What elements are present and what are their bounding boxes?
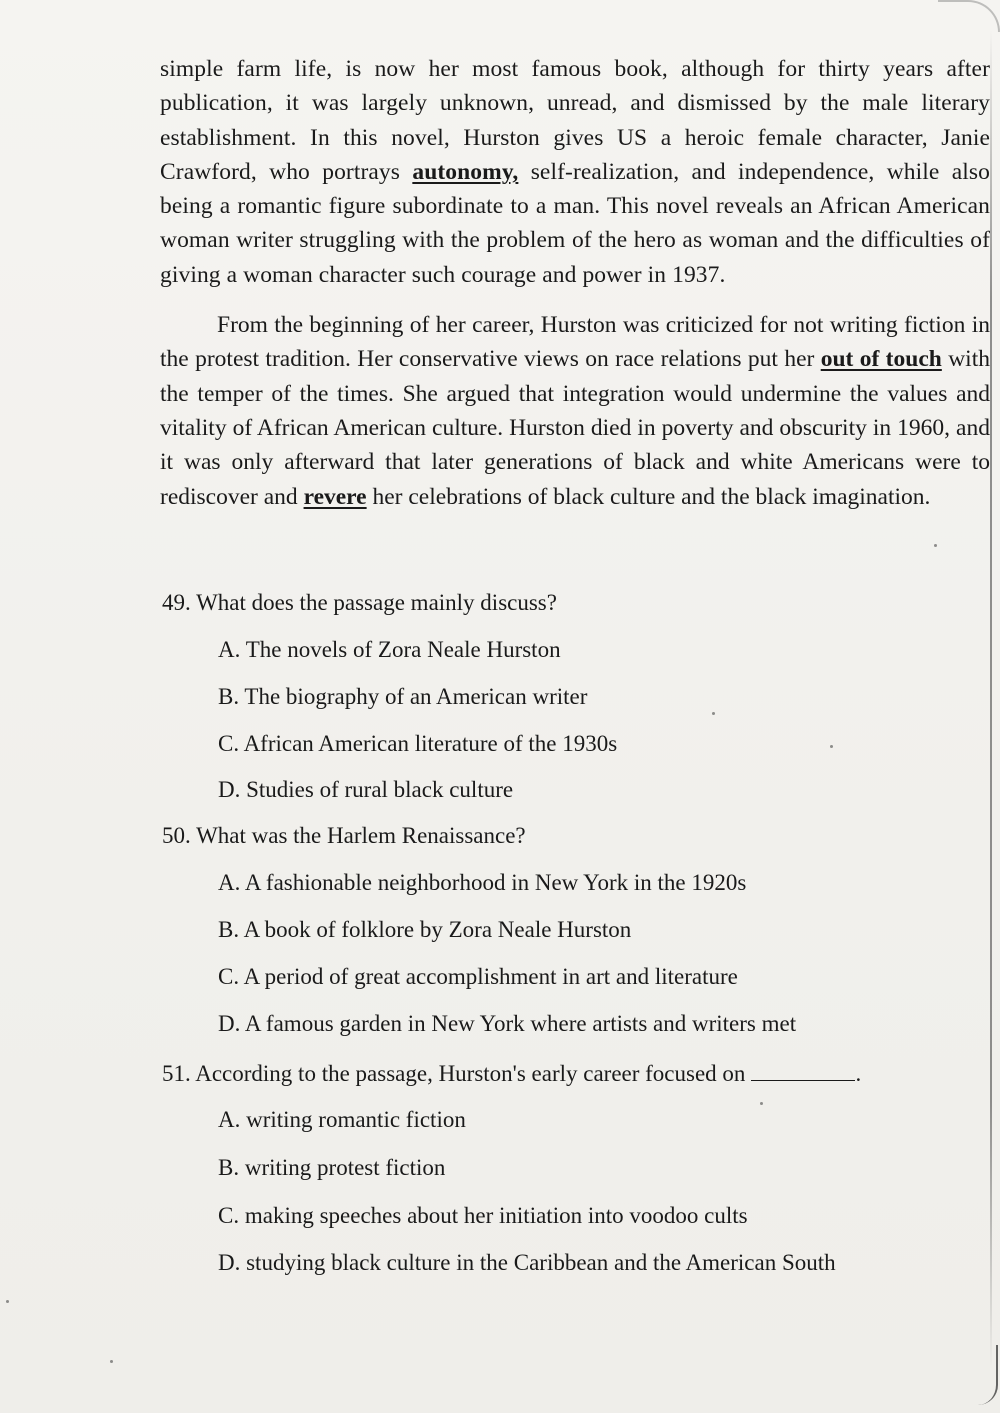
q51-option-c[interactable]: C. making speeches about her initiation into voodoo cults	[218, 1203, 748, 1228]
q50-option-b[interactable]: B. A book of folklore by Zora Neale Hurston	[218, 917, 632, 942]
keyword-autonomy: autonomy,	[412, 158, 519, 185]
keyword-revere: revere	[303, 483, 367, 510]
q49-option-c[interactable]: C. African American literature of the 1930s	[218, 731, 618, 756]
p1-text-2: self-realization, and independence, while also being a romantic figure subordinate to a man. This novel reveals an African American woman writer struggling with the problem of the hero as woman and the difficulties of giving a woman character such courage and power in 1937.	[160, 158, 990, 288]
scan-speck	[830, 745, 833, 748]
p1-text-1: simple farm life, is now her most famous book, although for thirty years after publication, it was largely unknown, unread, and dismissed by the male literary establishment. In this novel, Hurston gives US a heroic female character, Janie Crawford, who portrays	[160, 56, 990, 185]
q49-option-d[interactable]: D. Studies of rural black culture	[218, 777, 514, 802]
q50-option-a[interactable]: A. A fashionable neighborhood in New York in the 1920s	[218, 870, 747, 895]
q49-option-b[interactable]: B. The biography of an American writer	[218, 684, 588, 709]
question-51-period: .	[855, 1061, 862, 1086]
q50-option-c[interactable]: C. A period of great accomplishment in art and literature	[218, 964, 738, 989]
passage-paragraph-2	[160, 308, 990, 514]
question-50-stem: 50. What was the Harlem Renaissance?	[162, 823, 526, 848]
question-51-stem	[162, 1061, 861, 1087]
question-49-stem: 49. What does the passage mainly discuss?	[162, 590, 557, 615]
scan-speck	[110, 1360, 113, 1363]
q49-option-a[interactable]: A. The novels of Zora Neale Hurston	[218, 637, 561, 662]
scan-speck	[712, 712, 715, 715]
page-right-edge	[990, 30, 992, 1370]
q51-option-a[interactable]: A. writing romantic fiction	[218, 1107, 466, 1132]
page-corner-curl	[938, 0, 1000, 32]
q51-option-b[interactable]: B. writing protest fiction	[218, 1155, 446, 1180]
passage-paragraph-1	[160, 52, 990, 292]
q51-option-d[interactable]: D. studying black culture in the Caribbean and the American South	[218, 1250, 836, 1275]
p2-text-1: From the beginning of her career, Hurston was criticized for not writing fiction in the protest tradition. Her conservative views on race relations put her	[160, 312, 990, 373]
q50-option-d[interactable]: D. A famous garden in New York where artists and writers met	[218, 1011, 797, 1036]
keyword-out-of-touch: out of touch	[820, 346, 942, 373]
page-bottom-corner-curl	[972, 1345, 998, 1405]
scan-speck	[934, 544, 937, 547]
question-51-text: 51. According to the passage, Hurston's early career focused on	[162, 1061, 746, 1086]
scan-speck	[6, 1300, 9, 1303]
scan-speck	[760, 1102, 763, 1105]
answer-blank[interactable]	[751, 1062, 855, 1081]
reading-passage	[160, 52, 990, 514]
p2-text-3: her celebrations of black culture and the black imagination.	[366, 483, 931, 510]
p2-text-2: with the temper of the times. She argued that integration would undermine the values and vitality of African American culture. Hurston died in poverty and obscurity in 1960, and it was only afterward that later generations of black and white Americans were to rediscover and	[160, 346, 990, 510]
